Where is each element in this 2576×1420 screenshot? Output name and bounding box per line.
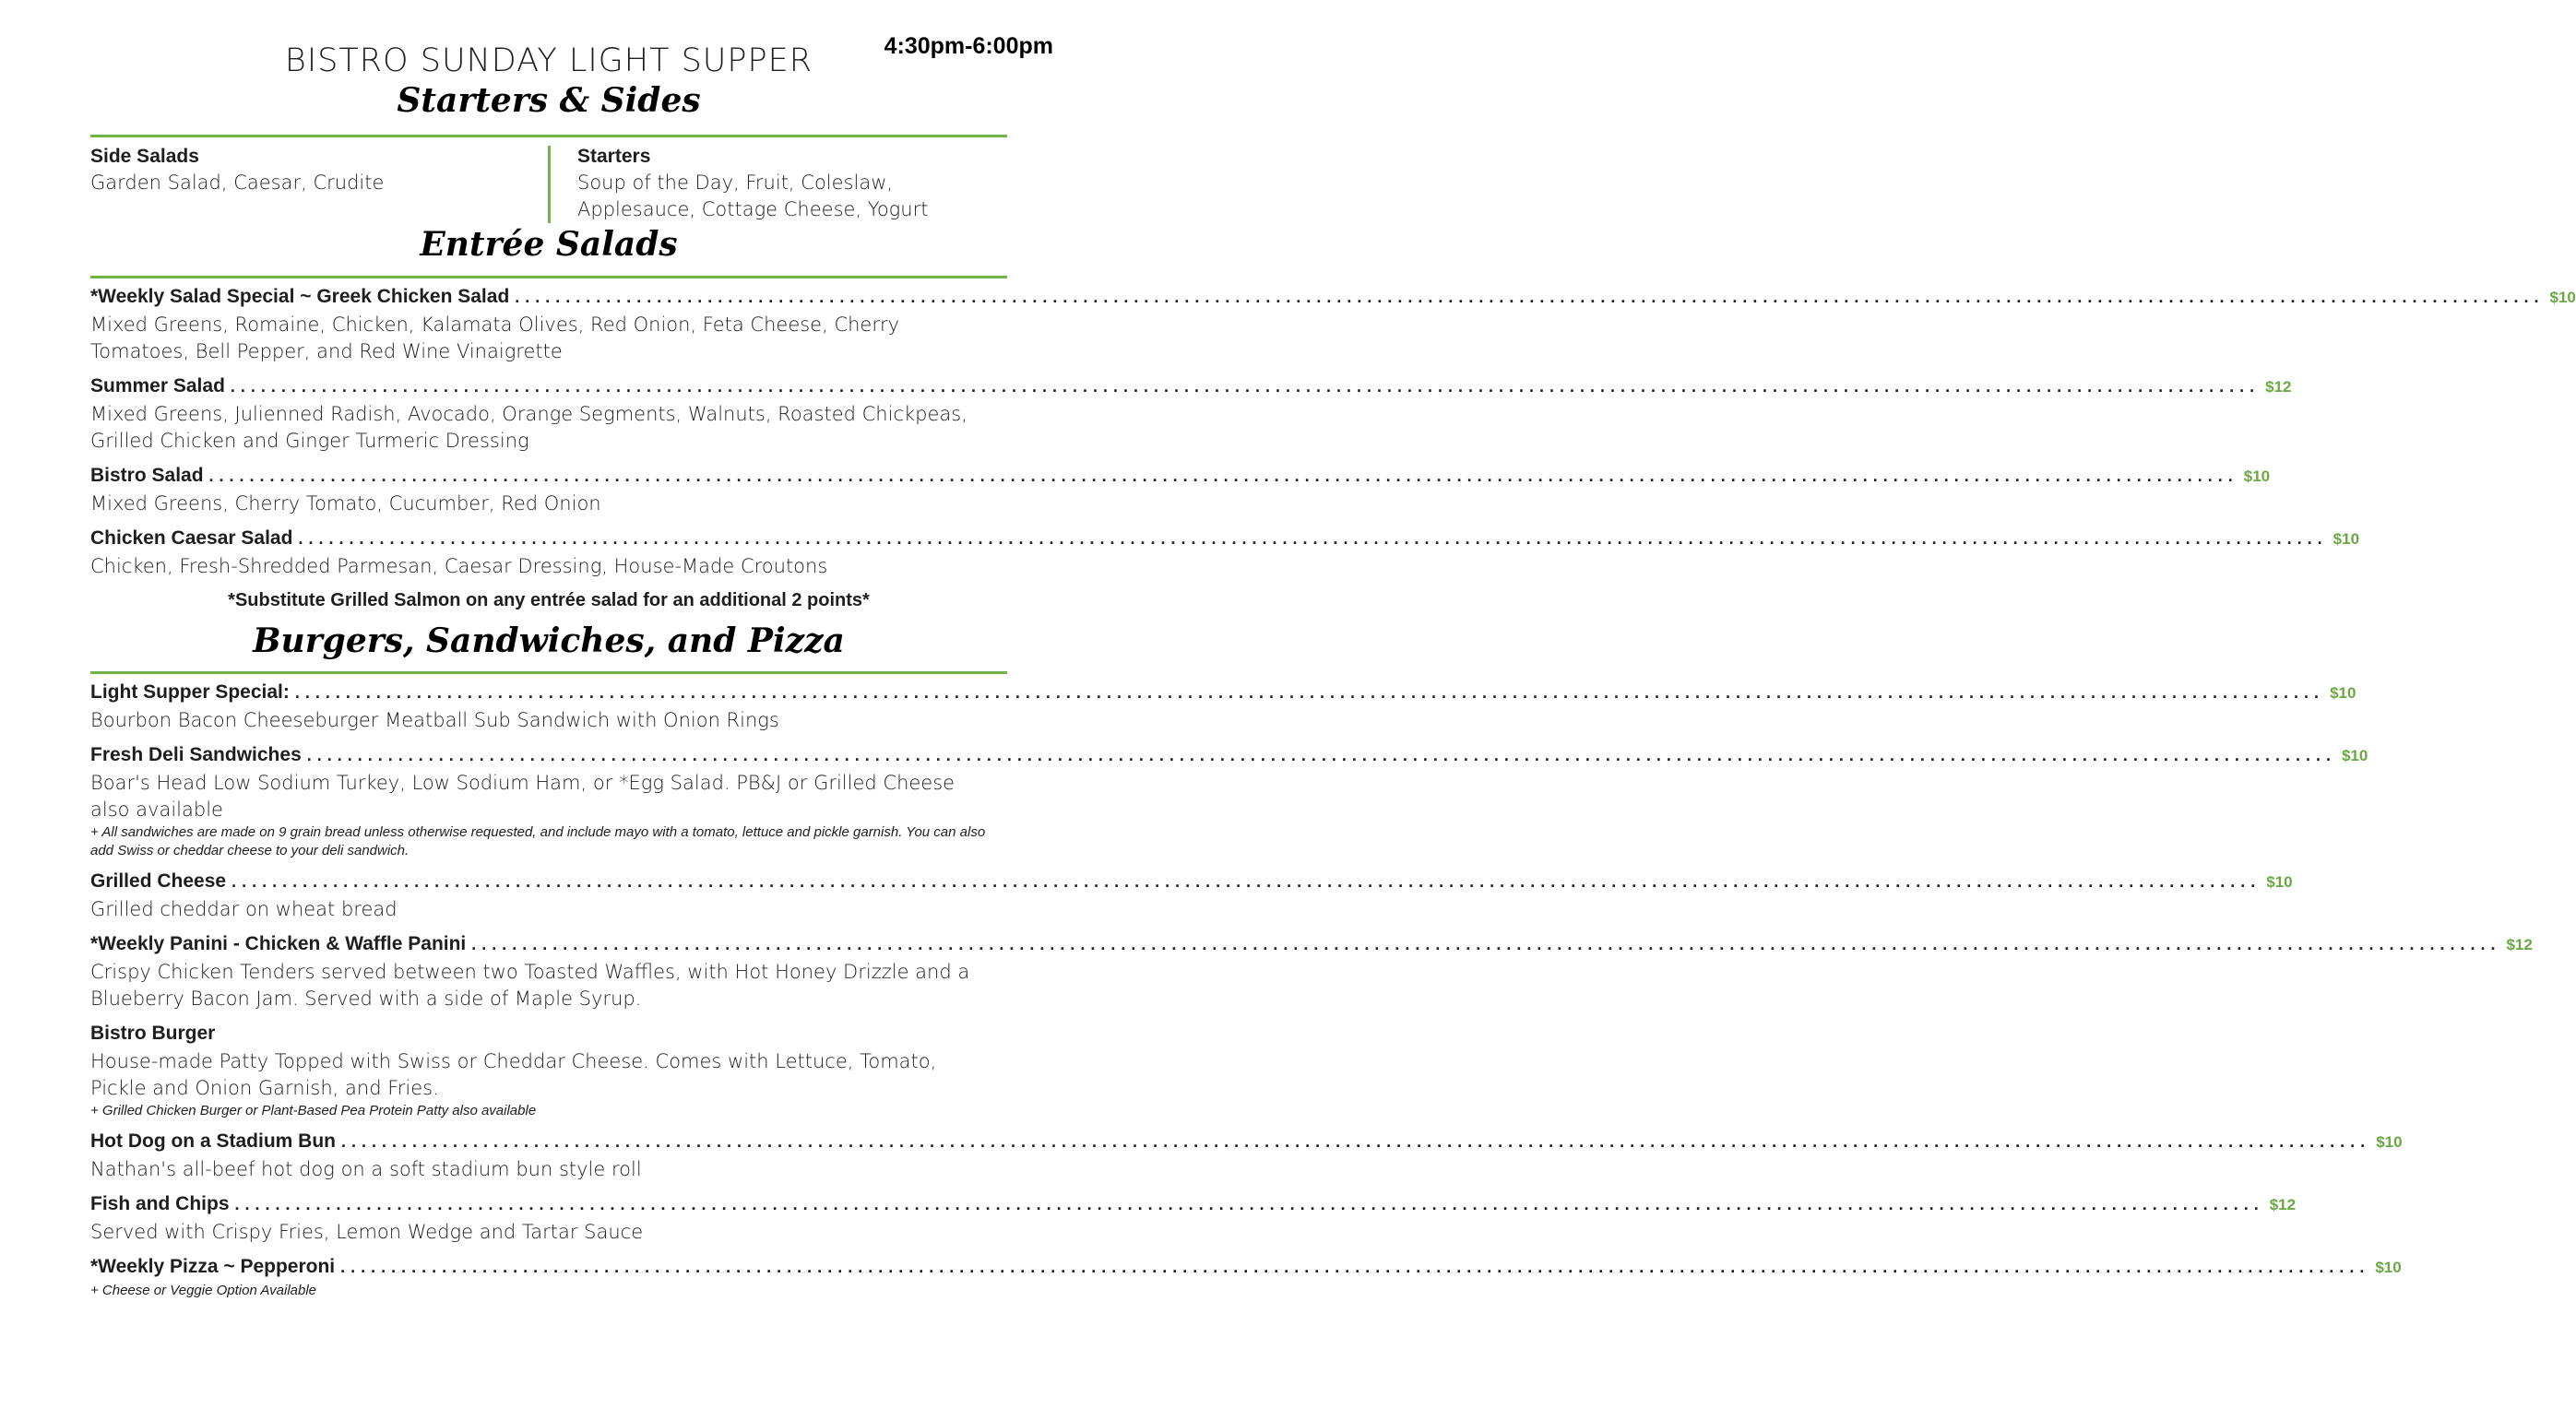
menu-item-name: *Weekly Panini - Chicken & Waffle Panini (90, 933, 467, 954)
menu-item-description: Boar's Head Low Sodium Turkey, Low Sodium Ham, or *Egg Salad. PB&J or Grilled Cheese also available (90, 772, 956, 821)
menu-item-note: + All sandwiches are made on 9 grain bread unless otherwise requested, and include mayo with a tomato, lettuce and pickle garnish. You can also add Swiss or cheddar cheese to your deli sandwich. (90, 824, 986, 858)
menu-item-description: Served with Crispy Fries, Lemon Wedge and Tartar Sauce (90, 1221, 644, 1243)
menu-item (90, 375, 2292, 455)
side-salads-items: Garden Salad, Caesar, Crudite (90, 172, 385, 194)
column-divider (548, 146, 551, 223)
menu-item-price: $10 (2549, 289, 2576, 306)
side-salads-title: Side Salads (90, 146, 199, 167)
menu-item-header (90, 286, 2576, 312)
menu-item (90, 870, 2293, 923)
menu-item-header (90, 375, 2292, 401)
menu-item-description: Chicken, Fresh-Shredded Parmesan, Caesar Dressing, House-Made Croutons (90, 555, 828, 577)
menu-item-header (90, 1023, 1007, 1048)
menu-item-name: Hot Dog on a Stadium Bun (90, 1130, 336, 1152)
menu-item (90, 527, 2360, 580)
menu-item-header (90, 681, 2356, 707)
menu-title: BISTRO SUNDAY LIGHT SUPPER (284, 42, 813, 79)
starters-block (577, 144, 983, 223)
dot-leader: ........................................................................................................................................................................................................ (298, 529, 2328, 548)
menu-item-description: Crispy Chicken Tenders served between two Toasted Waffles, with Hot Honey Drizzle and a Blueberry Bacon Jam. Served with a side of Maple Syrup. (90, 961, 970, 1010)
menu-item-description: Bourbon Bacon Cheeseburger Meatball Sub Sandwich with Onion Rings (90, 709, 779, 731)
menu-item-description: Nathan's all-beef hot dog on a soft stadium bun style roll (90, 1158, 642, 1180)
menu-item-price: $10 (2341, 747, 2368, 764)
menu-item (90, 465, 2271, 517)
dot-leader: ........................................................................................................................................................................................................ (306, 746, 2336, 764)
menu-item-name: Bistro Burger (90, 1023, 216, 1044)
section-divider (90, 276, 1007, 278)
menu-item-description: Mixed Greens, Cherry Tomato, Cucumber, Red Onion (90, 492, 601, 515)
menu-item-price: $10 (2376, 1133, 2403, 1151)
menu-item (90, 286, 2576, 365)
menu-item-price: $12 (2265, 378, 2292, 396)
section-divider (90, 135, 1007, 137)
menu-item-name: Chicken Caesar Salad (90, 527, 293, 549)
menu-item-price: $10 (2330, 684, 2356, 702)
menu-item (90, 744, 2368, 860)
menu-item (90, 1130, 2403, 1183)
section-title-entree-salads: Entrée Salads (420, 225, 678, 264)
menu-item-description: Mixed Greens, Julienned Radish, Avocado, Orange Segments, Walnuts, Roasted Chickpeas, Grilled Chicken and Ginger Turmeric Dressing (90, 403, 967, 452)
dot-leader: ........................................................................................................................................................................................................ (340, 1258, 2370, 1276)
dot-leader: ........................................................................................................................................................................................................ (340, 1132, 2371, 1151)
menu-item-name: Bistro Salad (90, 465, 204, 486)
menu-item-header (90, 1256, 2402, 1282)
dot-leader: ........................................................................................................................................................................................................ (515, 288, 2545, 306)
menu-item-price: $10 (2375, 1259, 2402, 1276)
menu-item-name: Grilled Cheese (90, 870, 227, 892)
salmon-substitution-note: *Substitute Grilled Salmon on any entrée salad for an additional 2 points* (228, 590, 870, 610)
menu-item-name: Fish and Chips (90, 1193, 230, 1214)
menu-item-header (90, 465, 2271, 491)
starters-title: Starters (577, 146, 651, 167)
section-divider (90, 671, 1007, 674)
dot-leader: ........................................................................................................................................................................................................ (471, 935, 2501, 953)
section-title-burgers: Burgers, Sandwiches, and Pizza (253, 621, 845, 660)
menu-item-note: + Grilled Chicken Burger or Plant-Based Pea Protein Patty also available (90, 1103, 537, 1118)
menu-item-header (90, 870, 2293, 896)
menu-item (90, 1023, 1007, 1120)
menu-item-price: $12 (2269, 1196, 2297, 1213)
menu-item (90, 933, 2533, 1012)
menu-item-header (90, 744, 2368, 770)
dot-leader: ........................................................................................................................................................................................................ (234, 1195, 2264, 1213)
menu-item-name: Summer Salad (90, 375, 225, 396)
menu-item-note: + Cheese or Veggie Option Available (90, 1283, 317, 1298)
menu-item-header (90, 933, 2533, 959)
dot-leader: ........................................................................................................................................................................................................ (294, 683, 2325, 702)
menu-item-name: *Weekly Salad Special ~ Greek Chicken Salad (90, 286, 510, 307)
menu-item-price: $10 (2333, 530, 2360, 548)
menu-item-description: Grilled cheddar on wheat bread (90, 898, 398, 920)
menu-item-name: Light Supper Special: (90, 681, 290, 703)
side-salads-block (90, 144, 533, 196)
hours-label: 4:30pm-6:00pm (884, 33, 1053, 59)
menu-item (90, 1256, 2402, 1300)
menu-item-name: *Weekly Pizza ~ Pepperoni (90, 1256, 336, 1277)
dot-leader: ........................................................................................................................................................................................................ (208, 467, 2238, 485)
section-title-starters-sides: Starters & Sides (397, 81, 701, 120)
menu-item (90, 681, 2356, 734)
menu-item-price: $10 (2243, 467, 2271, 485)
dot-leader: ........................................................................................................................................................................................................ (231, 872, 2261, 891)
menu-item-name: Fresh Deli Sandwiches (90, 744, 302, 765)
menu-item-description: House-made Patty Topped with Swiss or Cheddar Cheese. Comes with Lettuce, Tomato, Pickle and Onion Garnish, and Fries. (90, 1050, 937, 1099)
menu-item-header (90, 1130, 2403, 1156)
dot-leader: ........................................................................................................................................................................................................ (230, 377, 2261, 396)
menu-item-price: $12 (2506, 936, 2533, 953)
menu-item (90, 1193, 2297, 1246)
menu-item-header (90, 1193, 2297, 1219)
menu-item-price: $10 (2266, 873, 2293, 891)
starters-items: Soup of the Day, Fruit, Coleslaw, Applesauce, Cottage Cheese, Yogurt (577, 172, 929, 220)
menu-item-header (90, 527, 2360, 553)
menu-item-description: Mixed Greens, Romaine, Chicken, Kalamata Olives, Red Onion, Feta Cheese, Cherry Tomatoes, Bell Pepper, and Red Wine Vinaigrette (90, 314, 900, 362)
